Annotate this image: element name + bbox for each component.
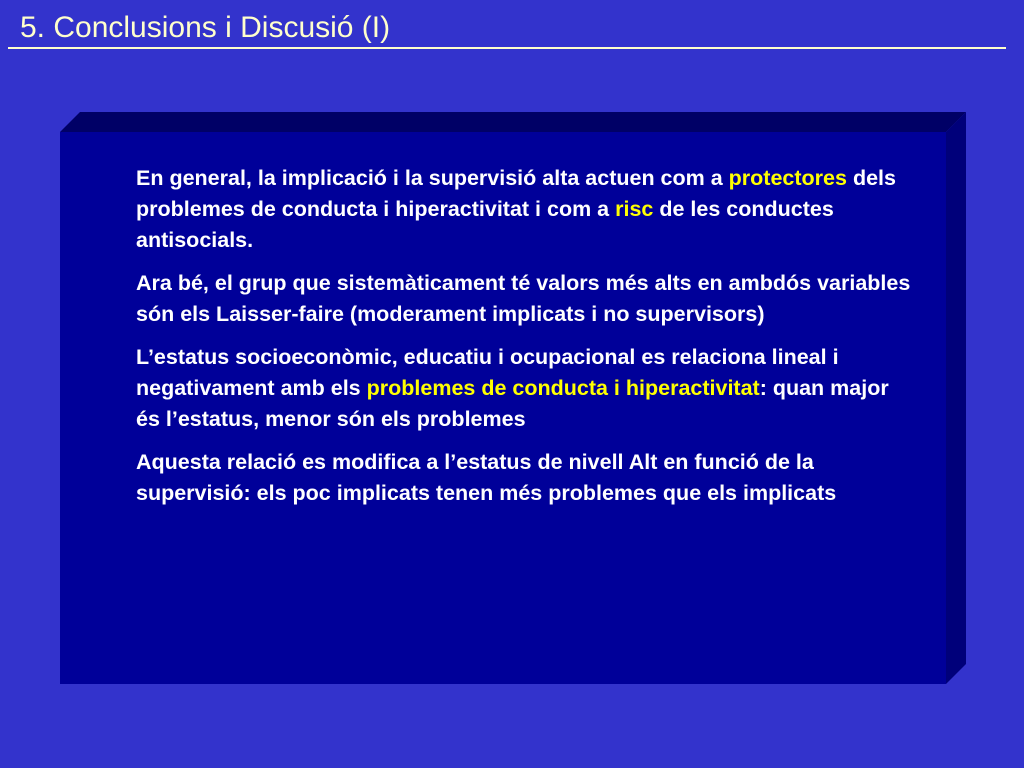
- paragraph-1-text-2: dels problemes de conducta i hiperactivitat i com a: [136, 166, 896, 221]
- panel-right-bevel: [946, 112, 966, 684]
- body-text: [136, 163, 916, 521]
- slide-title: 5. Conclusions i Discusió (I): [20, 11, 391, 44]
- panel-top-bevel: [60, 112, 966, 132]
- paragraph-2: [136, 268, 916, 330]
- paragraph-1-text-3: de les conductes antisocials.: [136, 197, 834, 252]
- paragraph-4-text: Aquesta relació es modifica a l’estatus de nivell Alt en funció de la supervisió: els poc implicats tenen més problemes que els implicats: [136, 450, 837, 505]
- paragraph-2-text: Ara bé, el grup que sistemàticament té valors més alts en ambdós variables són els Laisser-faire (moderament implicats i no supervisors): [136, 271, 911, 326]
- paragraph-3-text-2: : quan major és l’estatus, menor són els problemes: [136, 376, 889, 431]
- paragraph-1: [136, 163, 916, 256]
- highlight-problemes-conducta: problemes de conducta i hiperactivitat: [366, 376, 760, 400]
- paragraph-3: [136, 342, 916, 435]
- highlight-risc: risc: [615, 197, 654, 221]
- highlight-protectores: protectores: [728, 166, 847, 190]
- paragraph-1-text-1: En general, la implicació i la supervisió alta actuen com a: [136, 166, 729, 190]
- paragraph-4: [136, 447, 916, 509]
- paragraph-3-text-1: L’estatus socioeconòmic, educatiu i ocupacional es relaciona lineal i negativament amb els: [136, 345, 839, 400]
- title-underline: [8, 47, 1006, 49]
